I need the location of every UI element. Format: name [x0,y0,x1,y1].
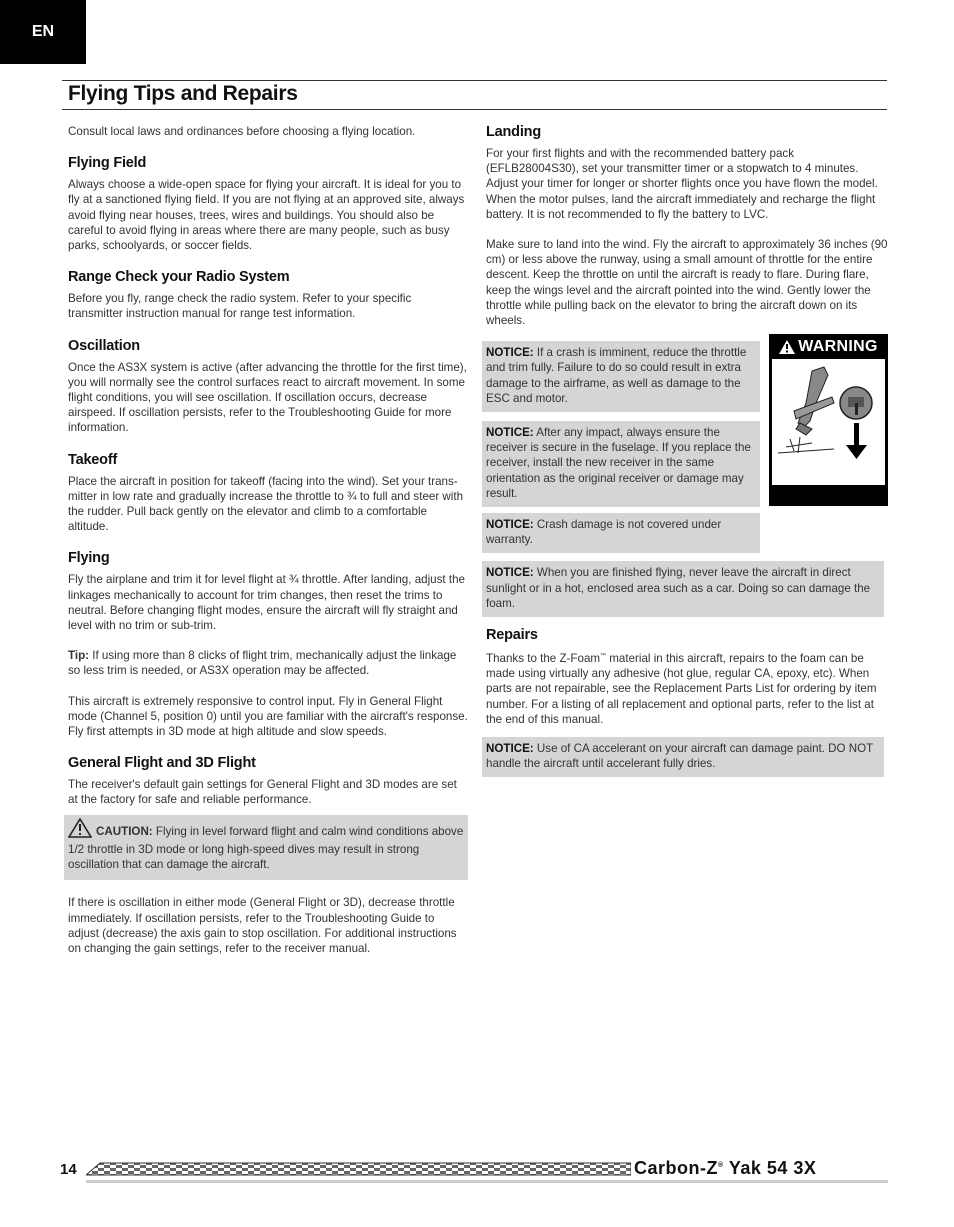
general-flight-text: The receiver's default gain settings for General Flight and 3D modes are set at the factory for safe and reliable performance. [68,778,457,807]
notice-warranty: NOTICE: Crash damage is not covered under warranty. [482,513,760,553]
page-number: 14 [60,1161,77,1178]
landing-text-2: Make sure to land into the wind. Fly the aircraft to approximately 36 inches (90 cm) or less above the runway, using a small amount of throttle for the entire descent. Keep the throttle on until the aircraft is ready to flare. During flare, keep the wings level and the aircraft pointed into the wind. Gently lower the throttle while pulling back on the elevator to bring the aircraft down on its wheels. [486,238,888,328]
notice-receiver: NOTICE: After any impact, always ensure the receiver is secure in the fuselage. If you replace the receiver, install the new receiver in the same orientation as the original receiver or damage may result. [482,421,760,507]
flying-text: Fly the airplane and trim it for level flight at ¾ throttle. After landing, adjust the linkages mechanically to account for trim changes, then reset the trims to neutral. Before changing flight modes, ensure the aircraft will fly straight and level with no trim or sub-trim. [68,573,465,633]
landing-text: For your first flights and with the recommended battery pack (EFLB28004S30), set your transmitter timer or a stopwatch to 4 minutes. Adjust your timer for longer or shorter flights once you have flown the model. When the motor pulses, land the aircraft immediately and recharge the flight battery. It is not recommended to fly the battery to LVC. [486,147,878,221]
footer-shadow-line [86,1180,888,1183]
caution-box [64,815,468,881]
tip-label: Tip: [68,649,90,663]
repairs-text: Thanks to the Z-Foam™ material in this aircraft, repairs to the foam can be made using virtually any adhesive (hot glue, regular CA, epoxy, etc). When parts are not repairable, see the Replacement Parts List for ordering by item number. For a listing of all replacement and optional parts, refer to the list at the end of this manual. [486,651,877,726]
warning-label: WARNING [772,337,885,356]
tip-text: If using more than 8 clicks of flight trim, mechanically adjust the linkage so less trim is needed, or AS3X operation may be affected. [68,649,457,678]
language-tab: EN [0,0,86,64]
checkered-footer-bar [86,1162,631,1176]
flying-field-text: Always choose a wide-open space for flying your aircraft. It is ideal for you to fly at a sanctioned flying field. If you are not flying at an approved site, always avoid flying near houses, trees, wires and buildings. You should also be careful to avoid flying in areas where there are many people, such as busy parks, schoolyards, or soccer fields. [68,178,465,253]
range-check-text: Before you fly, range check the radio system. Refer to your specific transmitter instruction manual for range test information. [68,292,412,321]
throttle-down-icon [840,387,872,459]
range-check-heading: Range Check your Radio System [68,269,290,286]
page-title: Flying Tips and Repairs [68,82,298,105]
intro-text: Consult local laws and ordinances before choosing a flying location. [68,125,416,138]
notice-ca-accelerant: NOTICE: Use of CA accelerant on your aircraft can damage paint. DO NOT handle the aircraft until accelerant fully dries. [482,737,884,777]
title-top-rule [62,80,887,81]
general-flight-text-2: If there is oscillation in either mode (General Flight or 3D), decrease throttle immediately. If oscillation persists, refer to the Troubleshooting Guide to adjust (decrease) the axis gain to stop oscillation. For additional instructions on changing the gain settings, refer to the receiver manual. [68,896,457,955]
tip-paragraph [68,648,468,678]
landing-heading: Landing [486,124,541,140]
warning-pictogram [769,334,888,506]
flying-field-heading: Flying Field [68,155,147,172]
oscillation-text: Once the AS3X system is active (after advancing the throttle for the first time), you will normally see the control surfaces react to aircraft movement. In some flight conditions, you will see oscillation. If oscillation occurs, decrease airspeed. If oscillation persists, refer to the Troubleshooting Guide for more information. [68,360,467,435]
warning-triangle-icon [779,340,795,354]
crashing-plane-icon [778,367,834,453]
flying-text-2: This aircraft is extremely responsive to control input. Fly in General Flight mode (Channel 5, position 0) until you are familiar with the aircraft's response. Fly first attempts in 3D mode at high altitude and slow speeds. [68,694,468,739]
general-flight-heading: General Flight and 3D Flight [68,755,256,772]
caution-text: Flying in level forward flight and calm wind conditions above 1/2 throttle in 3D mode or long high-speed dives may result in strong oscillation that can damage the aircraft. [68,824,464,872]
caution-label: CAUTION: [96,824,153,838]
repairs-heading: Repairs [486,627,538,644]
crash-illustration [772,359,885,485]
notice-crash: NOTICE: If a crash is imminent, reduce the throttle and trim fully. Failure to do so could result in extra damage to the airframe, as well as damage to the ESC and motor. [482,341,760,412]
takeoff-text: Place the aircraft in position for takeoff (facing into the wind). Set your trans-mitter in low rate and gradually increase the throttle to ¾ to full and steer with the rudder. Pull back gently on the elevator and climb to a comfortable altitude. [68,474,464,534]
product-brand: Carbon-Z® Yak 54 3X [634,1158,817,1178]
oscillation-heading: Oscillation [68,337,140,354]
left-column [68,124,468,956]
caution-triangle-icon [68,818,92,842]
title-bottom-rule [62,109,887,110]
flying-heading: Flying [68,550,110,567]
takeoff-heading: Takeoff [68,451,118,468]
notice-sunlight: NOTICE: When you are finished flying, never leave the aircraft in direct sunlight or in a hot, enclosed area such as a car. Doing so can damage the foam. [482,561,884,617]
